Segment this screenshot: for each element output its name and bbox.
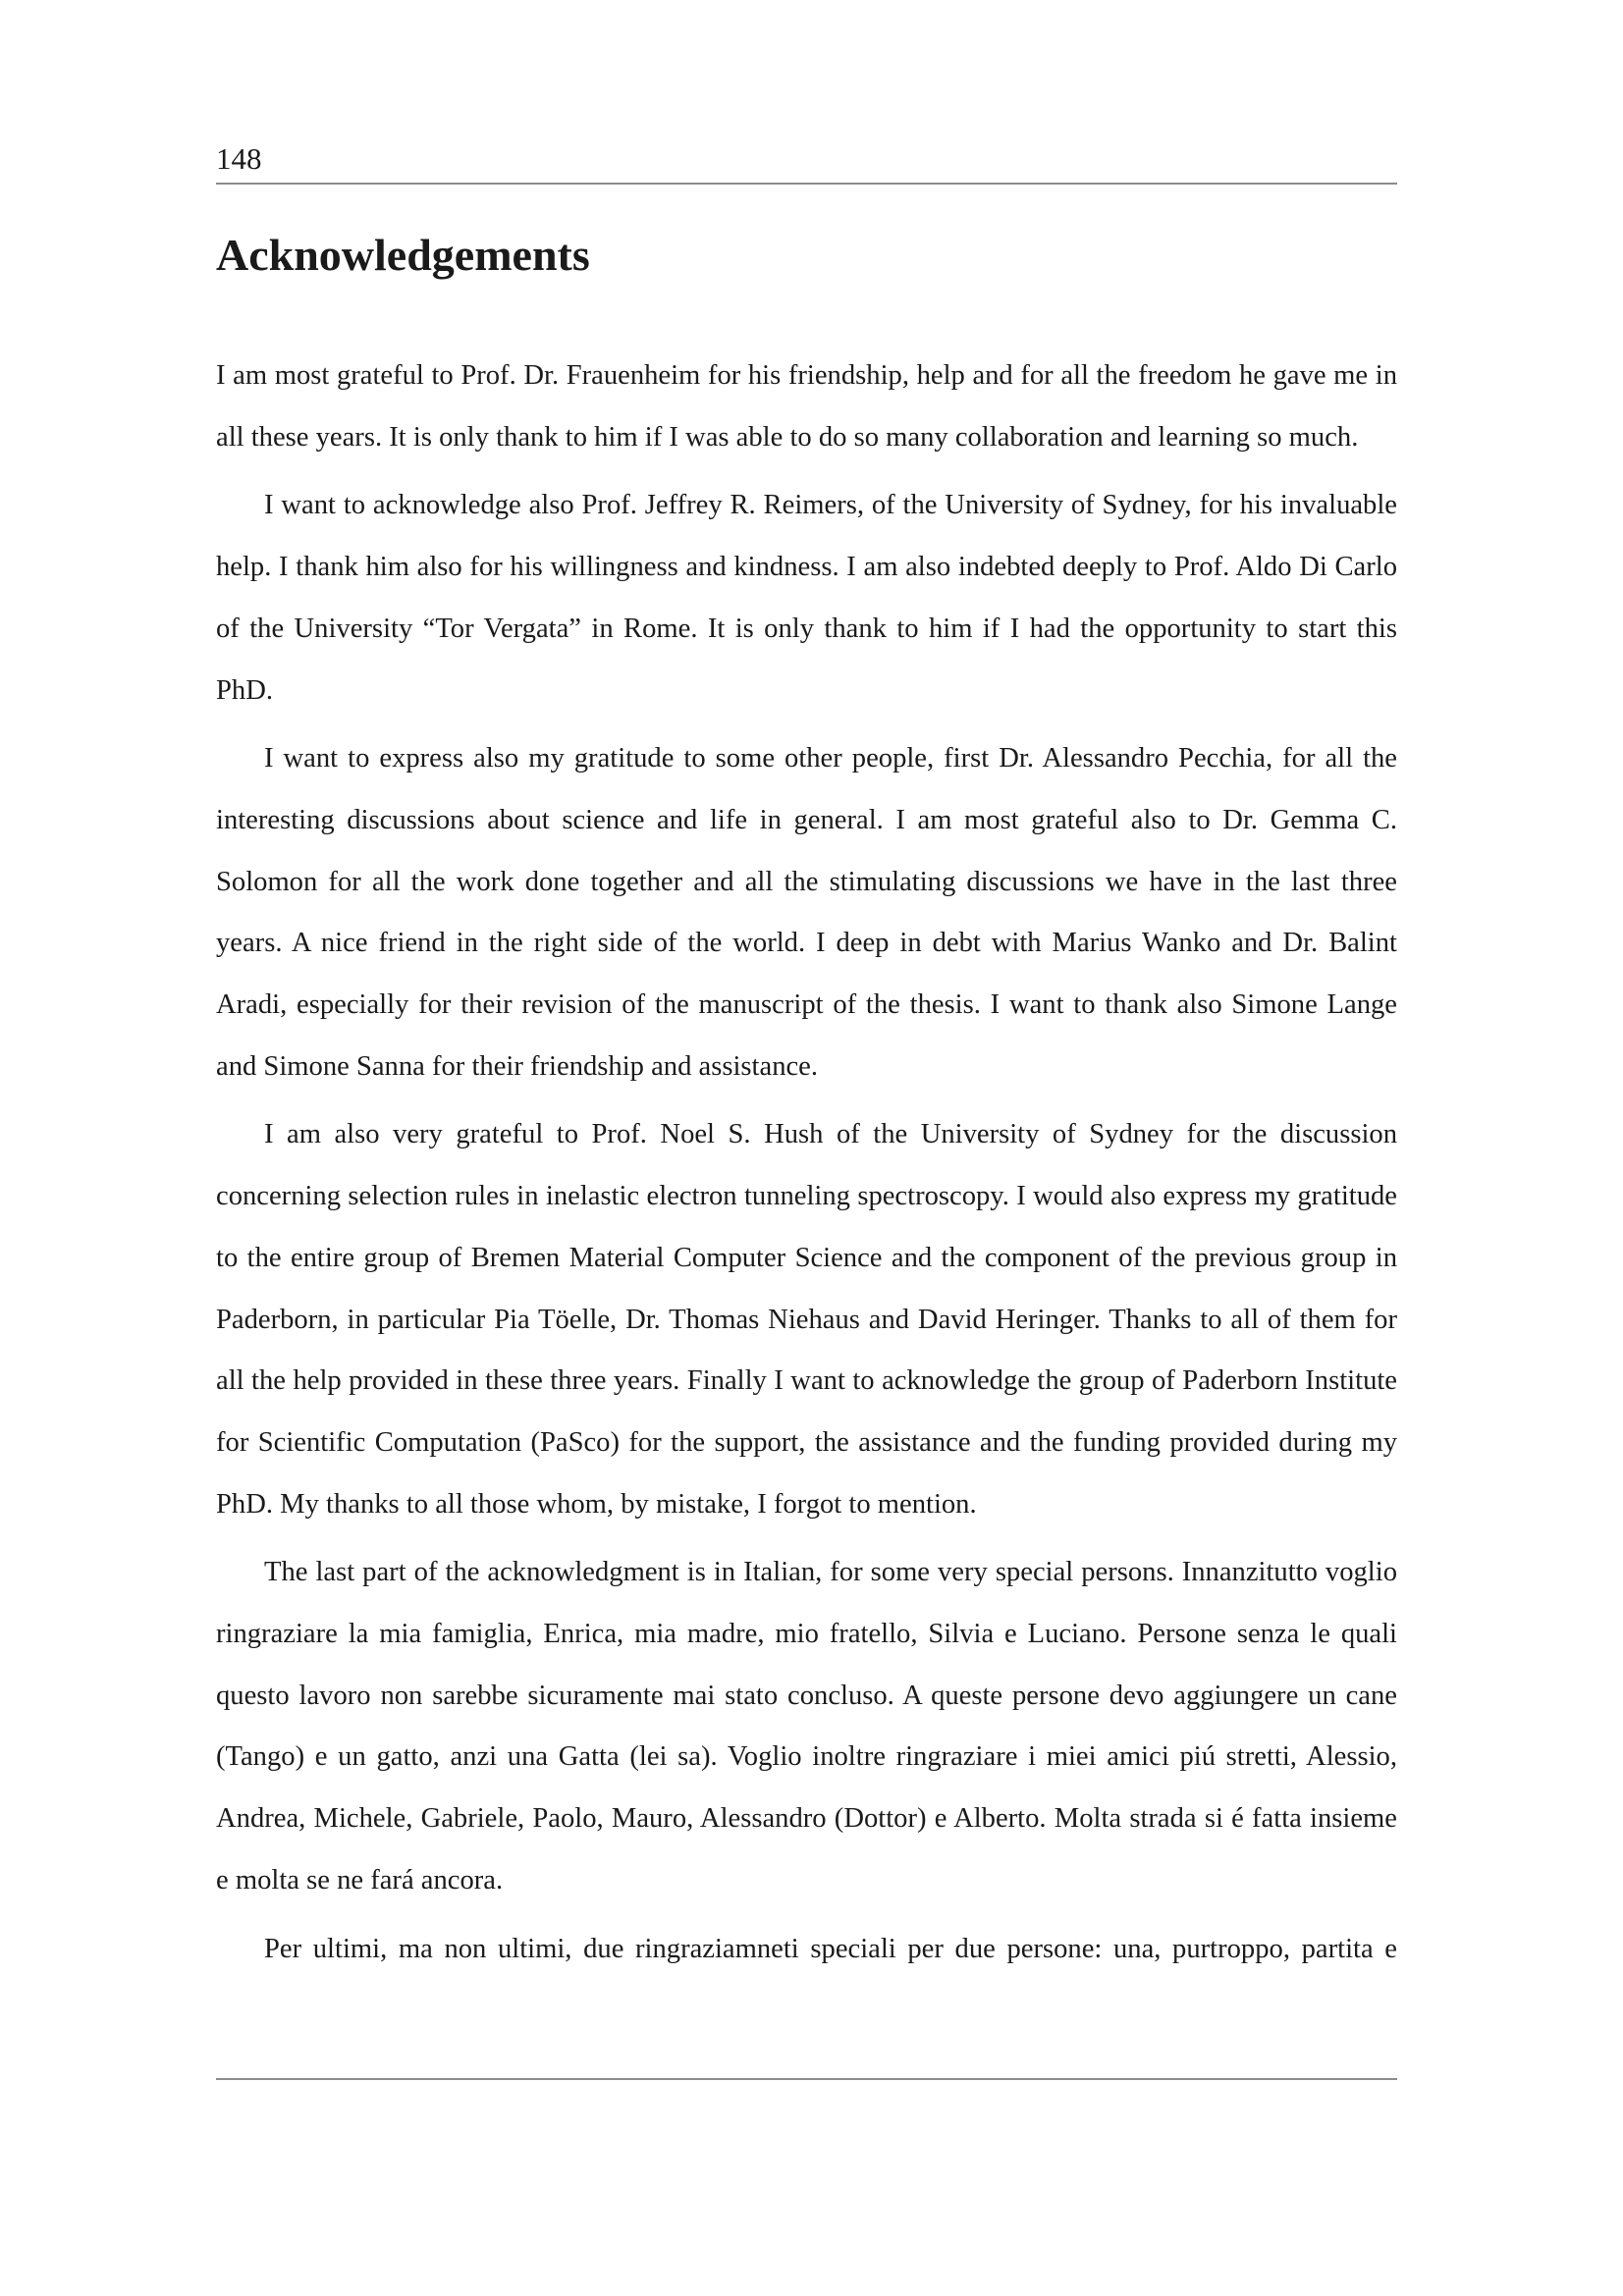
paragraph-4: I am also very grateful to Prof. Noel S. Hush of the University of Sydney for the discussion concerning selection rules in inelastic electron tunneling spectroscopy. I would also express my gratitude to the entire group of Bremen Material Computer Science and the component of the previous group in Paderborn, in particular Pia Töelle, Dr. Thomas Niehaus and David Heringer. Thanks to all of them for all the help provided in these three years. Finally I want to acknowledge the group of Paderborn Institute for Scientific Computation (PaSco) for the support, the assistance and the funding provided during my PhD. My thanks to all those whom, by mistake, I forgot to mention.: [216, 1119, 1397, 1520]
paragraph-3: I want to express also my gratitude to some other people, first Dr. Alessandro Pecchia, for all the interesting discussions about science and life in general. I am most grateful also to Dr. Gemma C. Solomon for all the work done together and all the stimulating discussions we have in the last three years. A nice friend in the right side of the world. I deep in debt with Marius Wanko and Dr. Balint Aradi, especially for their revision of the manuscript of the thesis. I want to thank also Simone Lange and Simone Sanna for their friendship and assistance.: [216, 743, 1397, 1082]
page-title: Acknowledgements: [216, 230, 590, 280]
paragraph-2: I want to acknowledge also Prof. Jeffrey R. Reimers, of the University of Sydney, for his invaluable help. I thank him also for his willingness and kindness. I am also indebted deeply to Prof. Aldo Di Carlo of the University “Tor Vergata” in Rome. It is only thank to him if I had the opportunity to start this PhD.: [216, 490, 1397, 706]
paragraph-6: Per ultimi, ma non ultimi, due ringraziamneti speciali per due persone: una, purtroppo, partita e: [264, 1933, 1397, 1964]
footer-rule: [216, 2078, 1397, 2080]
header-rule: [216, 183, 1397, 185]
acknowledgements-body: [216, 346, 1397, 1987]
paragraph-5: The last part of the acknowledgment is in Italian, for some very special persons. Innanzitutto voglio ringraziare la mia famiglia, Enrica, mia madre, mio fratello, Silvia e Luciano. Persone senza le quali questo lavoro non sarebbe sicuramente mai stato concluso. A queste persone devo aggiungere un cane (Tango) e un gatto, anzi una Gatta (lei sa). Voglio inoltre ringraziare i miei amici piú stretti, Alessio, Andrea, Michele, Gabriele, Paolo, Mauro, Alessandro (Dottor) e Alberto. Molta strada si é fatta insieme e molta se ne fará ancora.: [216, 1557, 1397, 1896]
page-number: 148: [216, 141, 262, 176]
paragraph-1: I am most grateful to Prof. Dr. Frauenheim for his friendship, help and for all the freedom he gave me in all these years. It is only thank to him if I was able to do so many collaboration and learning so much.: [216, 360, 1397, 453]
